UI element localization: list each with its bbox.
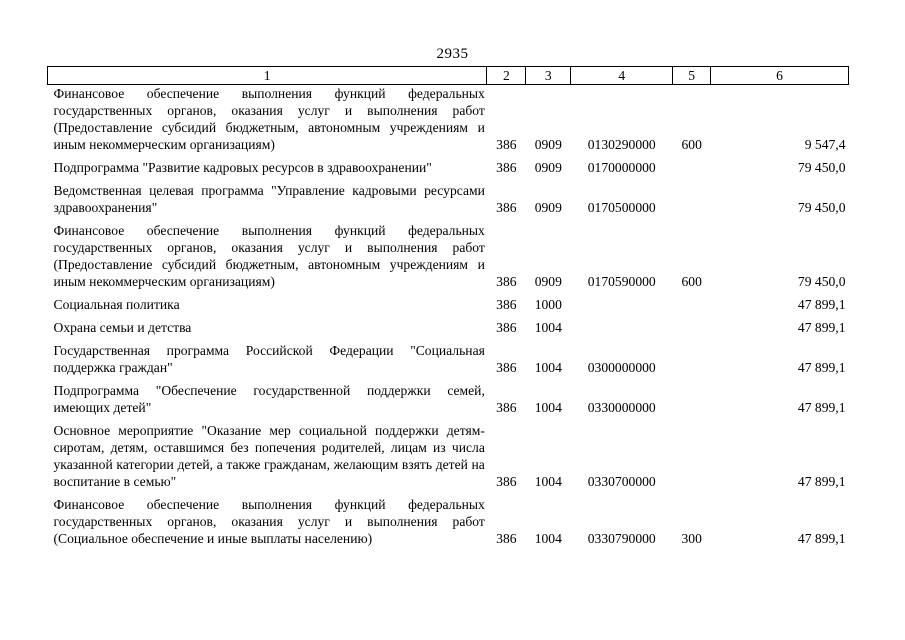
target-code: 0300000000	[587, 360, 656, 375]
ministry-code: 386	[496, 531, 517, 546]
page-number: 2935	[436, 46, 469, 62]
expense-type-code: 600	[681, 274, 702, 289]
column-header: 5	[673, 67, 711, 85]
header-row	[48, 67, 849, 85]
expense-type-code	[673, 342, 711, 382]
row-name: Основное мероприятие "Оказание мер социальной поддержки детям-сиротам, детям, оставшимся без попечения родителей, лицам из числа указанной категории детей, а также гражданам, желающим взять детей на воспитание в семью"	[53, 423, 485, 489]
section-code: 1004	[534, 474, 562, 489]
target-code: 0170590000	[587, 274, 656, 289]
table-row	[48, 222, 849, 296]
target-code: 0170500000	[587, 200, 656, 215]
amount: 47 899,1	[797, 474, 846, 489]
row-name: Охрана семьи и детства	[53, 320, 192, 335]
table-row	[48, 496, 849, 553]
row-name: Социальная политика	[53, 297, 180, 312]
table-row	[48, 159, 849, 182]
row-name: Финансовое обеспечение выполнения функций федеральных государственных органов, оказания услуг и выполнения работ (Предоставление субсидий бюджетным, автономным учреждениям и иным некоммерческим организациям)	[53, 223, 485, 289]
target-code: 0330000000	[587, 400, 656, 415]
expense-type-code: 600	[681, 137, 702, 152]
target-code: 0330700000	[587, 474, 656, 489]
amount: 47 899,1	[797, 297, 846, 312]
section-code: 0909	[534, 274, 562, 289]
target-code: 0330790000	[587, 531, 656, 546]
target-code	[571, 319, 673, 342]
target-code: 0170000000	[587, 160, 656, 175]
row-name: Государственная программа Российской Федерации "Социальная поддержка граждан"	[53, 343, 485, 375]
expense-type-code	[673, 159, 711, 182]
expense-type-code	[673, 296, 711, 319]
amount: 47 899,1	[797, 531, 846, 546]
section-code: 0909	[534, 137, 562, 152]
expense-type-code	[673, 422, 711, 496]
table-row	[48, 296, 849, 319]
section-code: 1004	[534, 360, 562, 375]
amount: 47 899,1	[797, 400, 846, 415]
amount: 79 450,0	[797, 160, 846, 175]
ministry-code: 386	[496, 297, 517, 312]
row-name: Подпрограмма "Развитие кадровых ресурсов в здравоохранении"	[53, 160, 432, 175]
expense-type-code	[673, 319, 711, 342]
amount: 9 547,4	[804, 137, 846, 152]
section-code: 1000	[534, 297, 562, 312]
column-header: 6	[711, 67, 849, 85]
row-name: Финансовое обеспечение выполнения функций федеральных государственных органов, оказания услуг и выполнения работ (Предоставление субсидий бюджетным, автономным учреждениям и иным некоммерческим организациям)	[53, 86, 485, 152]
section-code: 1004	[534, 400, 562, 415]
target-code: 0130290000	[587, 137, 656, 152]
table-row	[48, 382, 849, 422]
table-row	[48, 319, 849, 342]
amount: 47 899,1	[797, 320, 846, 335]
ministry-code: 386	[496, 400, 517, 415]
table-row	[48, 342, 849, 382]
expense-type-code: 300	[681, 531, 702, 546]
ministry-code: 386	[496, 320, 517, 335]
table-row	[48, 422, 849, 496]
row-name: Финансовое обеспечение выполнения функций федеральных государственных органов, оказания услуг и выполнения работ (Социальное обеспечение и иные выплаты населению)	[53, 497, 485, 546]
expense-type-code	[673, 382, 711, 422]
section-code: 1004	[534, 531, 562, 546]
ministry-code: 386	[496, 137, 517, 152]
column-header: 1	[48, 67, 487, 85]
section-code: 1004	[534, 320, 562, 335]
ministry-code: 386	[496, 200, 517, 215]
ministry-code: 386	[496, 474, 517, 489]
section-code: 0909	[534, 200, 562, 215]
amount: 79 450,0	[797, 200, 846, 215]
table-row	[48, 85, 849, 160]
budget-table	[47, 66, 849, 553]
table-row	[48, 182, 849, 222]
column-header: 2	[487, 67, 526, 85]
ministry-code: 386	[496, 360, 517, 375]
column-header: 3	[526, 67, 571, 85]
target-code	[571, 296, 673, 319]
row-name: Подпрограмма "Обеспечение государственной поддержки семей, имеющих детей"	[53, 383, 485, 415]
expense-type-code	[673, 182, 711, 222]
amount: 79 450,0	[797, 274, 846, 289]
ministry-code: 386	[496, 274, 517, 289]
column-header: 4	[571, 67, 673, 85]
amount: 47 899,1	[797, 360, 846, 375]
section-code: 0909	[534, 160, 562, 175]
row-name: Ведомственная целевая программа "Управление кадровыми ресурсами здравоохранения"	[53, 183, 485, 215]
ministry-code: 386	[496, 160, 517, 175]
